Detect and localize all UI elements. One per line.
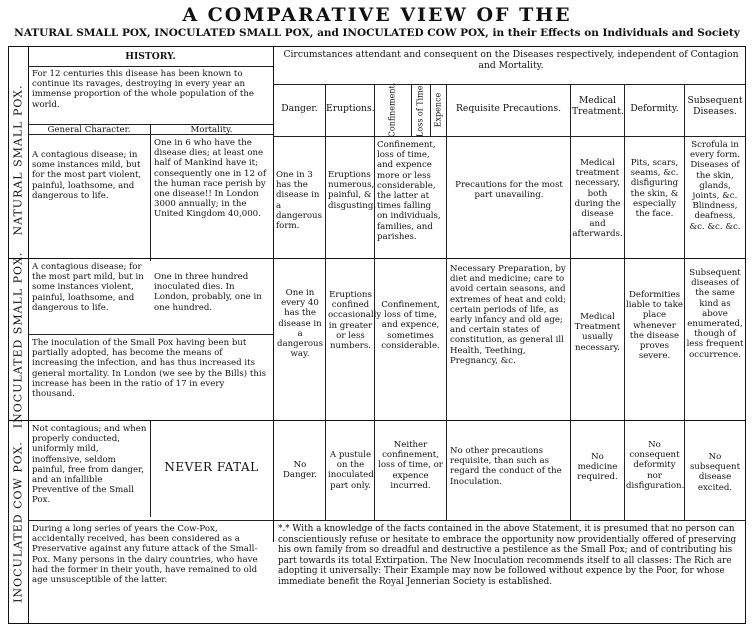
inoculated-confinement: Confinement, loss of time, and expence, sometimes considerable. (381, 300, 440, 351)
cow-precautions: No other precautions requisite, than such as regard the conduct of the Inoculation. (450, 446, 562, 487)
col-loss-of-time: Loss of Time. (415, 83, 425, 137)
row-label-inoculated-small-pox: INOCULATED SMALL POX. (11, 251, 25, 429)
cow-pox-character: Not contagious; and when properly conducted, uniformly mild, inoffensive, seldom painful, free from danger, and an infallible Preventive of the Small Pox. (32, 424, 147, 506)
col-expence: Expence (433, 92, 443, 128)
inoculated-eruptions: Eruptions confined occasionally in greater or less numbers. (328, 290, 382, 352)
inoculated-danger: One in every 40 has the disease in a dangerous way. (277, 288, 323, 360)
inoculated-medical: Medical Treatment usually necessary. (574, 312, 621, 353)
cow-confinement: Neither confinement, loss of time, or expence incurred. (378, 440, 443, 491)
row-label-cow-pox: INOCULATED COW POX. (11, 441, 25, 603)
natural-precautions: Precautions for the most part unavailing. (455, 180, 563, 201)
natural-deformity: Pits, scars, seams, &c. disfiguring the skin, & especially the face. (630, 158, 679, 220)
col-eruptions: Eruptions. (326, 103, 375, 114)
inoculated-deformity: Deformities liable to take place whenever the disease proves severe. (626, 290, 683, 362)
row-label-natural: NATURAL SMALL POX. (11, 84, 25, 236)
natural-mortality: One in 6 who have the disease dies; at least one half of Mankind have it; consequently one in 12 of the human race perish by one disease!! In London 3000 annually; in the United Kingdom 40,000. (154, 138, 267, 220)
cow-pox-note: During a long series of years the Cow-Pox, accidentally received, has been considered as a Preservative against any future attack of the Small-Pox. Many persons in the dairy countries, who have had the former in their youth, have remained to old age unsusceptible of the latter. (32, 524, 258, 586)
cow-eruptions: A pustule on the inoculated part only. (328, 450, 374, 491)
history-heading: HISTORY. (125, 51, 176, 62)
circumstances-heading: Circumstances attendant and consequent on the Diseases respectively, independent of Contagion and Mortality. (283, 49, 739, 71)
inoculated-subsequent: Subsequent diseases of the same kind as above enumerated, though of less frequent occurrence. (686, 268, 744, 360)
inoculated-note: The inoculation of the Small Pox having been but partially adopted, has become the means of increasing the infection, and has thus increased its general mortality. In London (we see by the Bills) this increase has been in the ratio of 17 in every thousand. (32, 338, 267, 400)
cow-pox-mortality: NEVER FATAL (164, 460, 259, 474)
cow-subsequent: No subsequent disease excited. (689, 452, 741, 493)
col-deformity: Deformity. (630, 103, 679, 114)
col-danger: Danger. (281, 103, 318, 114)
inoculated-mortality: One in three hundred inoculated dies. In London, probably, one in one hundred. (154, 272, 262, 313)
natural-character: A contagious disease; in some instances mild, but for the most part violent, painful, loathsome, and dangerous to life. (32, 150, 142, 201)
document-subtitle: NATURAL SMALL POX, INOCULATED SMALL POX, and INOCULATED COW POX, in their Effects on Individuals and Society (14, 27, 740, 39)
col-medical-treatment: Medical Treatment. (572, 95, 624, 117)
mortality-label: Mortality. (190, 125, 233, 135)
natural-confinement: Confinement, loss of time, and expence more or less considerable, the latter at times falling on individuals, families, and parishes. (377, 140, 441, 242)
cow-medical: No medicine required. (577, 452, 618, 483)
natural-medical: Medical treatment necessary, both during the disease and afterwards. (572, 158, 623, 240)
col-confinement: Confinement. (387, 82, 397, 138)
natural-danger: One in 3 has the disease in a dangerous form. (276, 170, 322, 232)
cow-danger: No Danger. (282, 460, 318, 481)
inoculated-character: A contagious disease; for the most part mild, but in some instances violent, painful, loathsome, and dangerous to life. (32, 262, 144, 313)
history-natural-intro: For 12 centuries this disease has been known to continue its ravages, destroying in every year an immense proportion of the whole population of the world. (32, 69, 255, 110)
cow-deformity: No consequent deformity nor disfiguration. (626, 440, 685, 491)
natural-eruptions: Eruptions numerous, painful, & disgusting. (328, 170, 377, 211)
col-requisite-precautions: Requisite Precautions. (455, 103, 562, 114)
col-subsequent-diseases: Subsequent Diseases. (687, 95, 743, 117)
general-character-label: General Character. (47, 125, 131, 135)
natural-subsequent: Scrofula in every form. Diseases of the skin, glands, joints, &c. Blindness, deafness, &c. &c. &c. (689, 140, 741, 232)
document-title: A COMPARATIVE VIEW OF THE (182, 4, 572, 26)
inoculated-precautions: Necessary Preparation, by diet and medicine; care to avoid certain seasons, and extremes of heat and cold; certain periods of life, as early infancy and old age; and certain states of constitution, as general ill Health, Teething, Pregnancy, &c. (450, 264, 566, 366)
footnote: *.* With a knowledge of the facts contained in the above Statement, it is presumed that no person can conscientiously refuse or hesitate to embrace the opportunity now providentially offered of preserving his own family from so dreadful and destructive a pestilence as the Small Pox; and of contributing his part towards its total Extirpation. The New Inoculation recommends itself to all classes: The Rich are adopting it universally: Their Example may now be followed without expence by the Poor, for whose immediate benefit the Royal Jennerian Society is established. (278, 524, 737, 587)
